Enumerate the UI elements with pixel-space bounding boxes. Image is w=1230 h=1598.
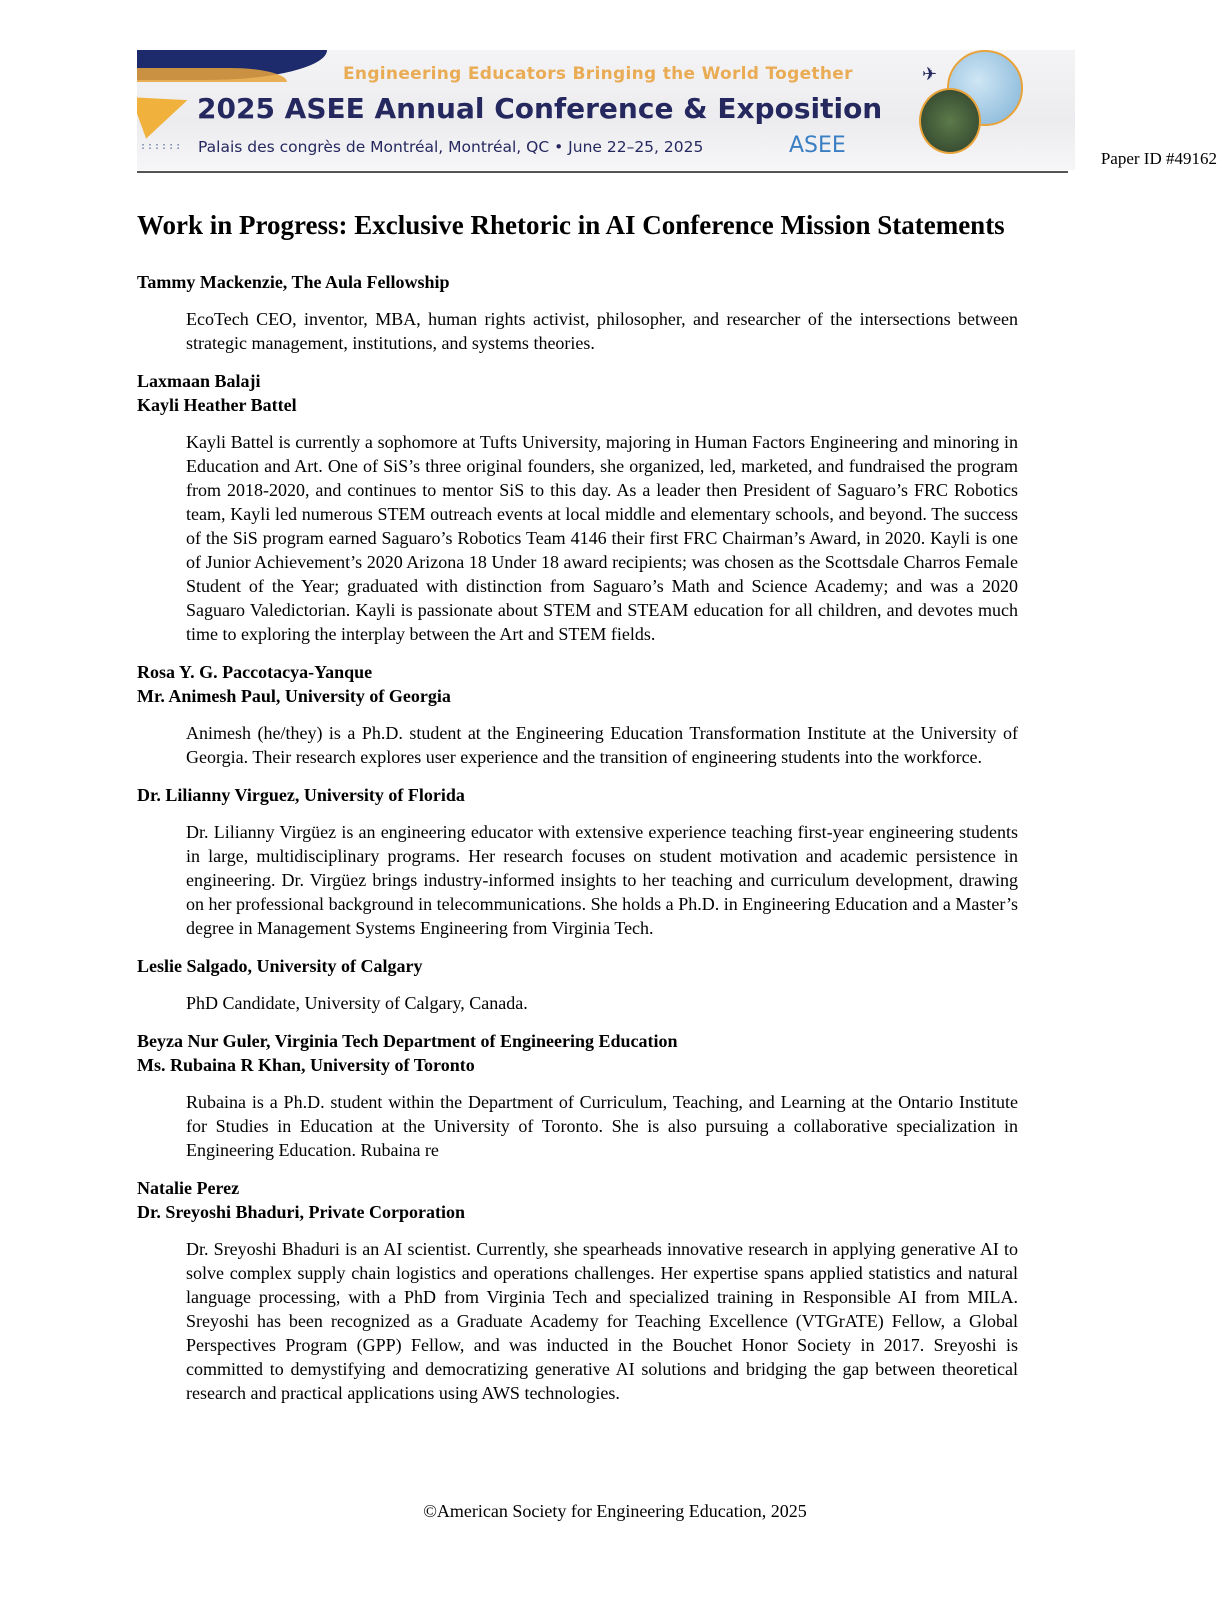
author-bio: Dr. Sreyoshi Bhaduri is an AI scientist. Currently, she spearheads innovative research in applying generative AI to solve complex supply chain logistics and operations challenges. Her expertise spans applied statistics and natural language processing, with a PhD from Virginia Tech and specialized training in Responsible AI from MILA. Sreyoshi has been recognized as a Graduate Academy for Teaching Excellence (VTGrATE) Fellow, a Global Perspectives Program (GPP) Fellow, and was inducted in the Bouchet Honor Society in 2017. Sreyoshi is committed to demystifying and democratizing generative AI solutions and bridging the gap between theoretical research and practical applications using AWS technologies.: [186, 1239, 1018, 1403]
author-section: [137, 1029, 1027, 1162]
paper-plane-icon: [137, 79, 195, 138]
banner-tagline: Engineering Educators Bringing the World Together: [343, 64, 853, 84]
banner-wave-accent: [137, 68, 287, 82]
author-name: Mr. Animesh Paul, University of Georgia: [137, 686, 451, 706]
dots-decoration: ::::::: [140, 141, 183, 152]
conference-venue: Palais des congrès de Montréal, Montréal, QC • June 22–25, 2025: [198, 138, 704, 156]
author-name: Leslie Salgado, University of Calgary: [137, 956, 423, 976]
paper-title: Work in Progress: Exclusive Rhetoric in AI Conference Mission Statements: [137, 210, 1005, 240]
author-bio: EcoTech CEO, inventor, MBA, human rights activist, philosopher, and researcher of the intersections between strategic management, institutions, and systems theories.: [186, 309, 1018, 353]
author-name: Natalie Perez: [137, 1178, 240, 1198]
author-bio: PhD Candidate, University of Calgary, Canada.: [186, 993, 528, 1013]
conference-name: 2025 ASEE Annual Conference & Exposition: [197, 92, 883, 125]
author-section: [137, 660, 1027, 769]
author-list: [137, 270, 1027, 1405]
author-section: [137, 1176, 1027, 1405]
author-bio: Kayli Battel is currently a sophomore at Tufts University, majoring in Human Factors Engineering and minoring in Education and Art. One of SiS’s three original founders, she organized, led, marketed, and fundraised the program from 2018-2020, and continues to mentor SiS to this day. As a leader then President of Saguaro’s FRC Robotics team, Kayli led numerous STEM outreach events at local middle and elementary schools, and beyond. The success of the SiS program earned Saguaro’s Robotics Team 4146 their first FRC Chairman’s Award, in 2020. Kayli is one of Junior Achievement’s 2020 Arizona 18 Under 18 award recipients; was chosen as the Scottsdale Charros Female Student of the Year; graduated with distinction from Saguaro’s Math and Science Academy; and was a 2020 Saguaro Valedictorian. Kayli is passionate about STEM and STEAM education for all children, and devotes much time to exploring the interplay between the Art and STEM fields.: [186, 432, 1018, 644]
author-name: Ms. Rubaina R Khan, University of Toronto: [137, 1055, 475, 1075]
sculpture-photo: [919, 88, 981, 154]
author-bio: Animesh (he/they) is a Ph.D. student at the Engineering Education Transformation Institute at the University of Georgia. Their research explores user experience and the transition of engineering students into the workforce.: [186, 723, 1018, 767]
author-name: Laxmaan Balaji: [137, 371, 261, 391]
paper-id: Paper ID #49162: [1100, 149, 1217, 168]
conference-banner: [137, 50, 1075, 170]
author-section: [137, 270, 1027, 355]
author-name: Tammy Mackenzie, The Aula Fellowship: [137, 272, 450, 292]
author-name: Beyza Nur Guler, Virginia Tech Department of Engineering Education: [137, 1031, 678, 1051]
author-section: [137, 369, 1027, 646]
author-bio: Dr. Lilianny Virgüez is an engineering educator with extensive experience teaching first-year engineering students in large, multidisciplinary programs. Her research focuses on student motivation and academic persistence in engineering. Dr. Virgüez brings industry-informed insights to her teaching and curriculum development, drawing on her professional background in telecommunications. She holds a Ph.D. in Engineering Education and a Master’s degree in Management Systems Engineering from Virginia Tech.: [186, 822, 1018, 938]
author-section: [137, 954, 1027, 1015]
author-name: Dr. Lilianny Virguez, University of Florida: [137, 785, 465, 805]
header-divider: [137, 171, 1068, 173]
asee-logo: ASEE: [789, 133, 846, 158]
paper-content: [137, 208, 1027, 1419]
author-bio: Rubaina is a Ph.D. student within the Department of Curriculum, Teaching, and Learning at the Ontario Institute for Studies in Education at the University of Toronto. She is also pursuing a collaborative specialization in Engineering Education. Rubaina re: [186, 1092, 1018, 1160]
airplane-icon: ✈: [922, 64, 938, 84]
author-name: Dr. Sreyoshi Bhaduri, Private Corporation: [137, 1202, 466, 1222]
copyright-footer: ©American Society for Engineering Education, 2025: [423, 1501, 807, 1521]
author-name: Rosa Y. G. Paccotacya-Yanque: [137, 662, 373, 682]
author-name: Kayli Heather Battel: [137, 395, 297, 415]
author-section: [137, 783, 1027, 940]
